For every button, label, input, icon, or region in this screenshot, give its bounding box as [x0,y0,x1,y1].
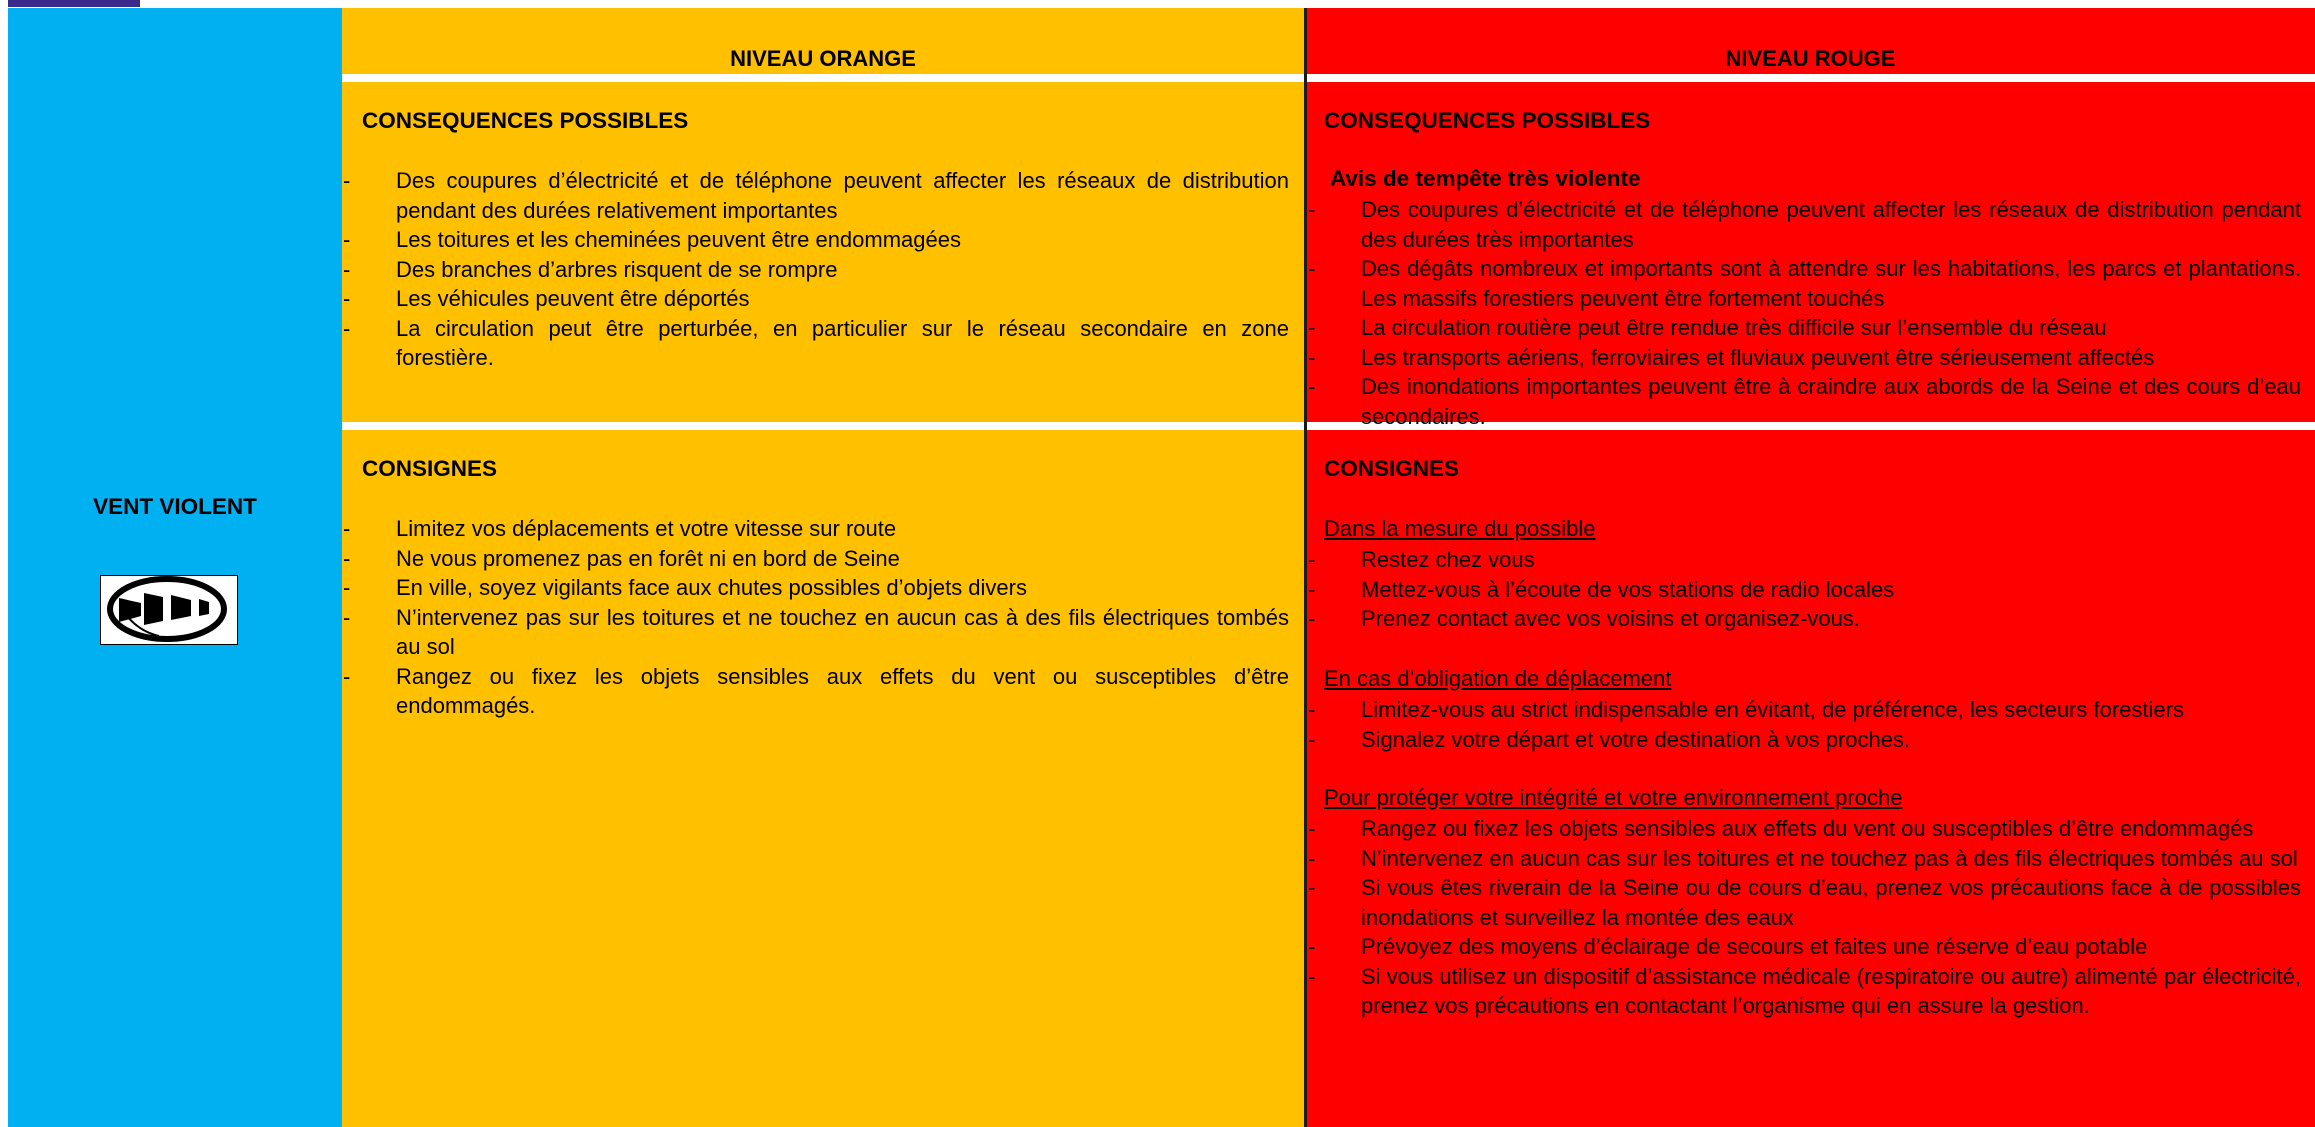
list-item: - En ville, soyez vigilants face aux chutes possibles d’objets divers [343,573,1289,603]
red-group-title: En cas d’obligation de déplacement [1324,666,1672,691]
red-level-header [1306,8,2315,74]
red-consequences-cell [1306,82,2315,429]
list-item: - Limitez vos déplacements et votre vitesse sur route [343,514,1289,544]
list-item: - N’intervenez pas sur les toitures et ne touchez en aucun cas à des fils électriques tombés au sol [343,603,1289,662]
hazard-label: VENT VIOLENT [93,494,257,519]
list-item: - Des coupures d’électricité et de téléphone peuvent affecter les réseaux de distribution pendant des durées très importantes [1308,195,2301,254]
red-consequences-subheading: Avis de tempête très violente [1330,166,1641,191]
list-item: - Des dégâts nombreux et importants sont à attendre sur les habitations, les parcs et plantations. Les massifs forestiers peuvent être fortement touchés [1308,254,2301,313]
red-instructions-heading: CONSIGNES [1324,456,1460,481]
orange-consequences-list [343,166,1289,373]
list-item: - Restez chez vous [1308,545,2301,575]
orange-instructions-heading: CONSIGNES [362,456,498,481]
list-item: - Des inondations importantes peuvent être à craindre aux abords de la Seine et des cours d’eau secondaires. [1308,372,2301,431]
list-item: - Si vous utilisez un dispositif d’assistance médicale (respiratoire ou autre) alimenté par électricité, prenez vos précautions en contactant l’organisme qui en assure la gestion. [1308,962,2301,1021]
orange-consequences-cell [342,82,1304,422]
red-group-list [1308,545,2301,634]
orange-level-title: NIVEAU ORANGE [730,46,916,71]
list-item: - Des branches d’arbres risquent de se rompre [343,255,1289,285]
list-item: - Les véhicules peuvent être déportés [343,284,1289,314]
list-item: - La circulation routière peut être rendue très difficile sur l’ensemble du réseau [1308,313,2301,343]
red-group-title: Dans la mesure du possible [1324,516,1596,541]
orange-consequences-heading: CONSEQUENCES POSSIBLES [362,108,689,133]
list-item: - N’intervenez en aucun cas sur les toitures et ne touchez pas à des fils électriques tombés au sol [1308,844,2301,874]
windsock-icon [100,575,238,645]
list-item: - Ne vous promenez pas en forêt ni en bord de Seine [343,544,1289,574]
red-group-list [1308,814,2301,1021]
windsock-icon-graphic [101,576,236,643]
list-item: - Des coupures d’électricité et de téléphone peuvent affecter les réseaux de distribution pendant des durées relativement importantes [343,166,1289,225]
orange-instructions-list [343,514,1289,721]
list-item: - Mettez-vous à l’écoute de vos stations de radio locales [1308,575,2301,605]
red-consequences-heading: CONSEQUENCES POSSIBLES [1324,108,1651,133]
column-divider [1304,8,1307,1127]
list-item: - Prévoyez des moyens d’éclairage de secours et faites une réserve d’eau potable [1308,932,2301,962]
list-item: - Prenez contact avec vos voisins et organisez-vous. [1308,604,2301,634]
list-item: - Les transports aériens, ferroviaires et fluviaux peuvent être sérieusement affectés [1308,343,2301,373]
list-item: - Si vous êtes riverain de la Seine ou de cours d’eau, prenez vos précautions face à de possibles inondations et surveillez la montée des eaux [1308,873,2301,932]
hazard-column [8,8,342,1127]
list-item: - Les toitures et les cheminées peuvent être endommagées [343,225,1289,255]
red-group-list [1308,695,2301,754]
orange-level-header [342,8,1304,74]
list-item: - Signalez votre départ et votre destination à vos proches. [1308,725,2301,755]
list-item: - La circulation peut être perturbée, en particulier sur le réseau secondaire en zone forestière. [343,314,1289,373]
list-item: - Rangez ou fixez les objets sensibles aux effets du vent ou susceptibles d’être endommagés [1308,814,2301,844]
orange-instructions-cell [342,430,1304,1127]
red-consequences-list [1308,195,2301,431]
header-tab-marker [8,0,140,7]
red-instructions-cell [1306,430,2315,1127]
red-group-title: Pour protéger votre intégrité et votre environnement proche [1324,785,1903,810]
list-item: - Rangez ou fixez les objets sensibles aux effets du vent ou susceptibles d’être endommagés. [343,662,1289,721]
list-item: - Limitez-vous au strict indispensable en évitant, de préférence, les secteurs forestiers [1308,695,2301,725]
red-level-title: NIVEAU ROUGE [1725,46,1896,71]
